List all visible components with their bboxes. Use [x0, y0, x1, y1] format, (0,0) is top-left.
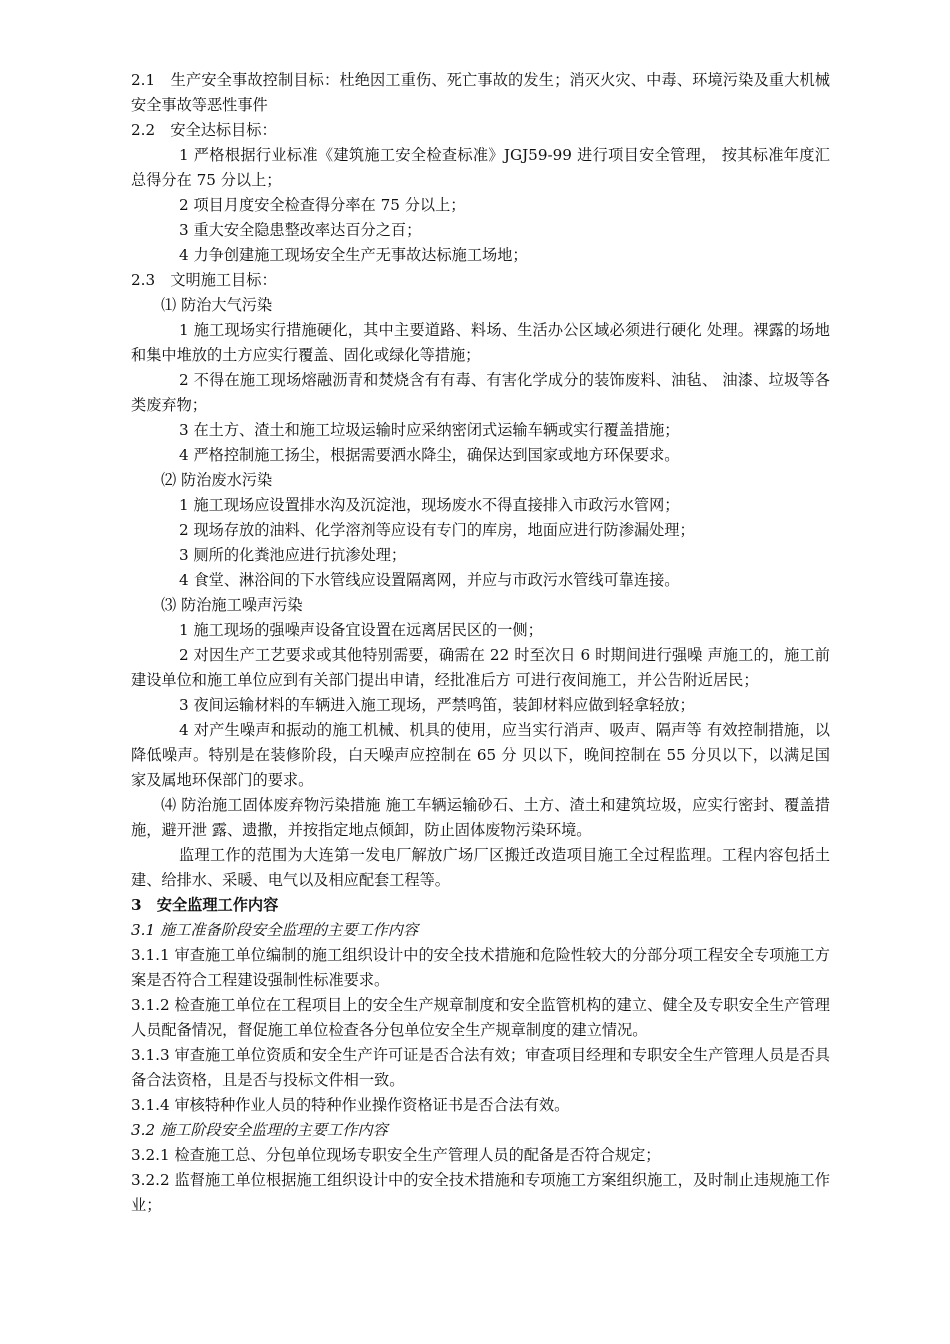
item-3-1-4: 3.1.4 审核特种作业人员的特种作业操作资格证书是否合法有效。 — [131, 1096, 570, 1114]
item-air-4: 4 严格控制施工扬尘，根据需要洒水降尘，确保达到国家或地方环保要求。 — [179, 446, 680, 464]
item-3-1-1: 3.1.1 审查施工单位编制的施工组织设计中的安全技术措施和危险性较大的分部分项工程安全专项施工方案是否符合工程建设强制性标准要求。 — [131, 946, 830, 989]
paragraph-2-1: 2.1 生产安全事故控制目标：杜绝因工重伤、死亡事故的发生；消灭火灾、中毒、环境污染及重大机械安全事故等恶性事件 — [131, 71, 830, 114]
heading-2-2: 2.2 安全达标目标： — [131, 121, 277, 139]
item-3-2-1: 3.2.1 检查施工总、分包单位现场专职安全生产管理人员的配备是否符合规定； — [131, 1146, 661, 1164]
heading-2-3: 2.3 文明施工目标： — [131, 271, 277, 289]
subheading-noise-pollution: ⑶ 防治施工噪声污染 — [161, 596, 303, 614]
section-heading-3-2: 3.2 施工阶段安全监理的主要工作内容 — [131, 1121, 388, 1139]
subheading-air-pollution: ⑴ 防治大气污染 — [161, 296, 273, 314]
item-noise-3: 3 夜间运输材料的车辆进入施工现场，严禁鸣笛，装卸材料应做到轻拿轻放； — [179, 696, 695, 714]
section-heading-3: 3 安全监理工作内容 — [131, 896, 279, 914]
item-air-3: 3 在土方、渣土和施工垃圾运输时应采纳密闭式运输车辆或实行覆盖措施； — [179, 421, 680, 439]
section-heading-3-1: 3.1 施工准备阶段安全监理的主要工作内容 — [131, 921, 419, 939]
item-3-2-2: 3.2.2 监督施工单位根据施工组织设计中的安全技术措施和专项施工方案组织施工，及时制止违规施工作业； — [131, 1171, 830, 1214]
item-air-2: 2 不得在施工现场熔融沥青和焚烧含有有毒、有害化学成分的装饰废料、油毡、 油漆、垃圾等各类废弃物； — [131, 371, 830, 414]
item-air-1: 1 施工现场实行措施硬化，其中主要道路、料场、生活办公区域必须进行硬化 处理。裸露的场地和集中堆放的土方应实行覆盖、固化或绿化等措施； — [131, 321, 830, 364]
item-water-1: 1 施工现场应设置排水沟及沉淀池，现场废水不得直接排入市政污水管网； — [179, 496, 680, 514]
item-water-2: 2 现场存放的油料、化学溶剂等应设有专门的库房，地面应进行防渗漏处理； — [179, 521, 695, 539]
item-water-3: 3 厕所的化粪池应进行抗渗处理； — [179, 546, 407, 564]
item-noise-2: 2 对因生产工艺要求或其他特别需要，确需在 22 时至次日 6 时期间进行强噪 声施工的，施工前建设单位和施工单位应到有关部门提出申请，经批准后方 可进行夜间施工，并公告附近居民； — [131, 646, 830, 689]
subheading-water-pollution: ⑵ 防治废水污染 — [161, 471, 273, 489]
item-3-1-3: 3.1.3 审查施工单位资质和安全生产许可证是否合法有效；审查项目经理和专职安全生产管理人员是否具备合法资格，且是否与投标文件相一致。 — [131, 1046, 830, 1089]
item-3-1-2: 3.1.2 检查施工单位在工程项目上的安全生产规章制度和安全监管机构的建立、健全及专职安全生产管理人员配备情况，督促施工单位检查各分包单位安全生产规章制度的建立情况。 — [131, 996, 830, 1039]
item-water-4: 4 食堂、淋浴间的下水管线应设置隔离网，并应与市政污水管线可靠连接。 — [179, 571, 680, 589]
item-noise-4: 4 对产生噪声和振动的施工机械、机具的使用，应当实行消声、吸声、隔声等 有效控制措施，以降低噪声。特别是在装修阶段，白天噪声应控制在 65 分 贝以下，晚间控制在 55 分贝以下，以满足国家及属地环保部门的要求。 — [131, 721, 830, 789]
paragraph-scope: 监理工作的范围为大连第一发电厂解放广场厂区搬迁改造项目施工全过程监理。工程内容包括土建、给排水、采暖、电气以及相应配套工程等。 — [131, 846, 830, 889]
item-2-2-4: 4 力争创建施工现场安全生产无事故达标施工场地； — [179, 246, 528, 264]
item-2-2-3: 3 重大安全隐患整改率达百分之百； — [179, 221, 422, 239]
item-2-2-2: 2 项目月度安全检查得分率在 75 分以上； — [179, 196, 466, 214]
item-solid-waste: ⑷ 防治施工固体废弃物污染措施 施工车辆运输砂石、土方、渣土和建筑垃圾，应实行密封、覆盖措施，避开泄 露、遗撒，并按指定地点倾卸，防止固体废物污染环境。 — [131, 796, 830, 839]
item-2-2-1: 1 严格根据行业标准《建筑施工安全检查标准》JGJ59-99 进行项目安全管理， 按其标准年度汇总得分在 75 分以上； — [131, 146, 830, 189]
item-noise-1: 1 施工现场的强噪声设备宜设置在远离居民区的一侧； — [179, 621, 543, 639]
